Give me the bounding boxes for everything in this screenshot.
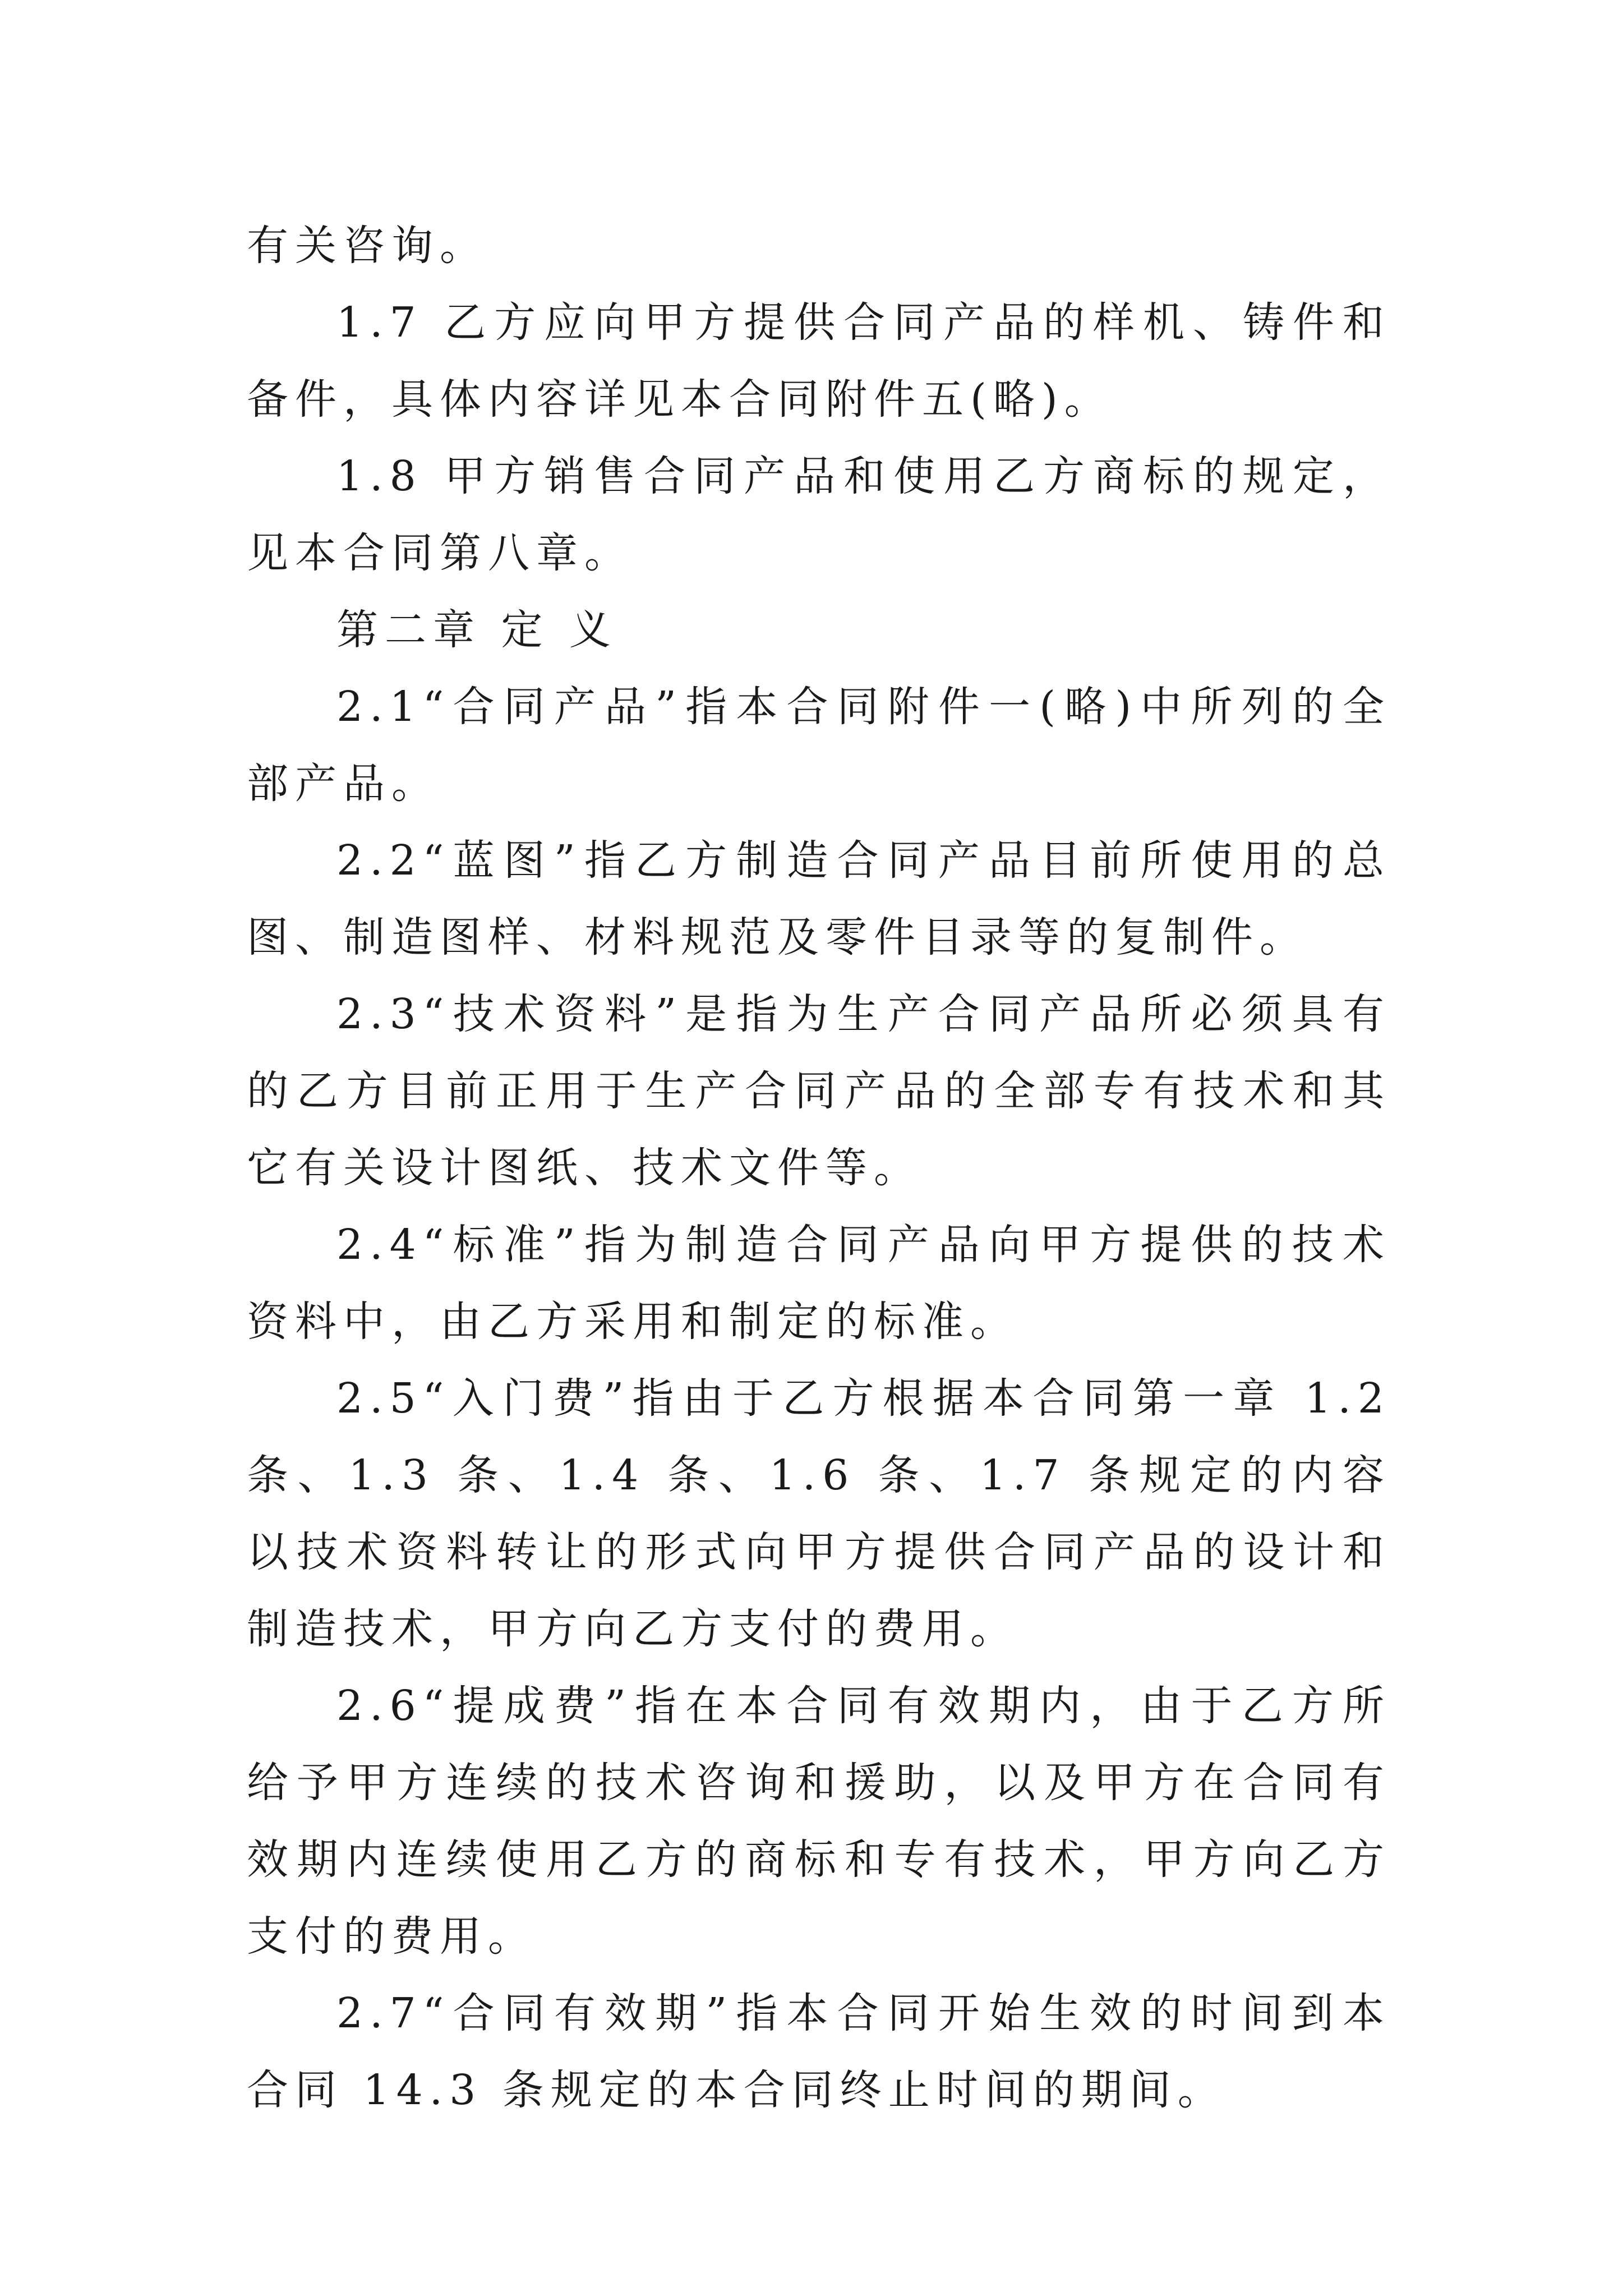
clause-2-2: 2.2“蓝图”指乙方制造合同产品目前所使用的总图、制造图样、材料规范及零件目录等的复制件。	[247, 836, 1391, 961]
contract-body	[247, 208, 1391, 2129]
clause-2-7: 2.7“合同有效期”指本合同开始生效的时间到本合同 14.3 条规定的本合同终止时间的期间。	[247, 1989, 1391, 2114]
clause-2-5: 2.5“入门费”指由于乙方根据本合同第一章 1.2 条、1.3 条、1.4 条、1.6 条、1.7 条规定的内容以技术资料转让的形式向甲方提供合同产品的设计和制造技术，甲方向乙方支付的费用。	[247, 1374, 1391, 1653]
clause-2-1: 2.1“合同产品”指本合同附件一(略)中所列的全部产品。	[247, 683, 1391, 808]
clause-2-4: 2.4“标准”指为制造合同产品向甲方提供的技术资料中，由乙方采用和制定的标准。	[247, 1221, 1391, 1346]
clause-2-6: 2.6“提成费”指在本合同有效期内，由于乙方所给予甲方连续的技术咨询和援助，以及甲方在合同有效期内连续使用乙方的商标和专有技术，甲方向乙方支付的费用。	[247, 1682, 1391, 1961]
chapter-2-heading: 第二章 定 义	[336, 606, 618, 654]
clause-1-8: 1.8 甲方销售合同产品和使用乙方商标的规定，见本合同第八章。	[247, 452, 1391, 577]
clause-1-7: 1.7 乙方应向甲方提供合同产品的样机、铸件和备件，具体内容详见本合同附件五(略)。	[247, 298, 1391, 424]
clause-2-3: 2.3“技术资料”是指为生产合同产品所必须具有的乙方目前正用于生产合同产品的全部专有技术和其它有关设计图纸、技术文件等。	[247, 990, 1391, 1192]
paragraph-continuation: 有关咨询。	[247, 222, 488, 270]
